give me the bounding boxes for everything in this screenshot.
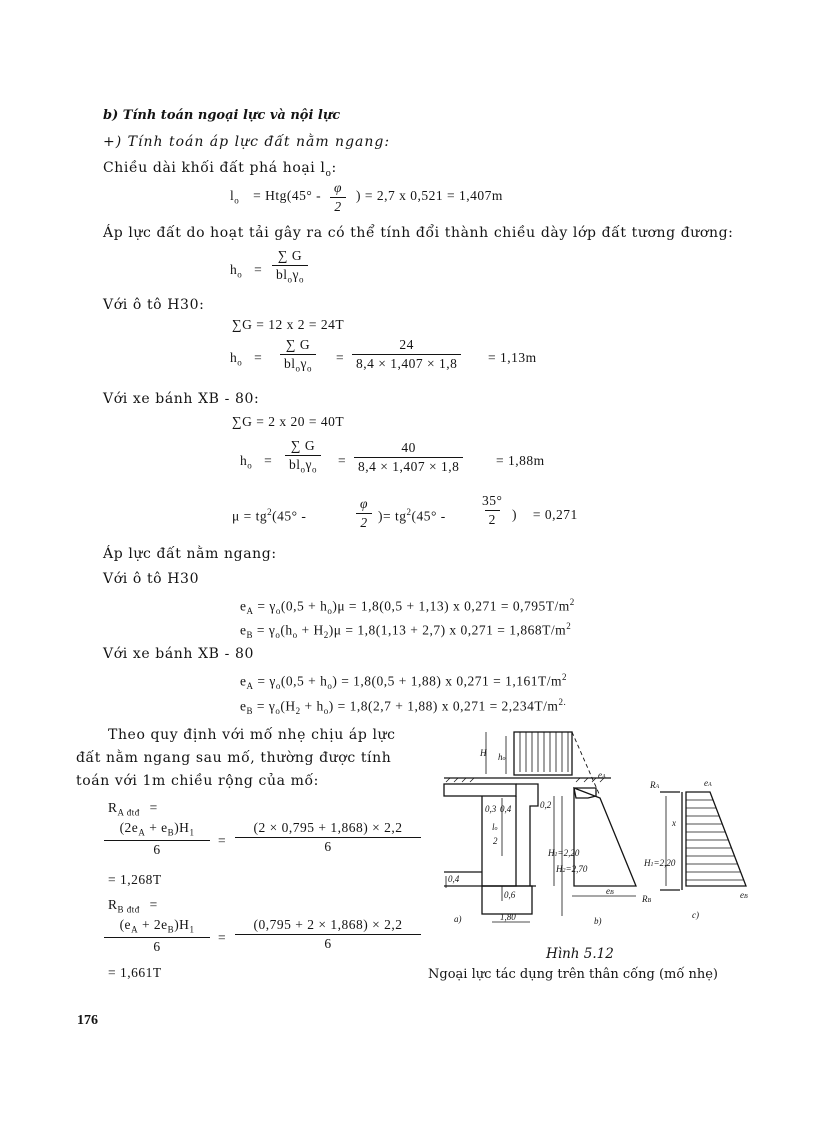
paragraph-line-1: Theo quy định với mố nhẹ chịu áp lực [108,727,396,743]
equation-h30-ho-label: $h_o$ = [230,350,263,368]
figure-caption-text: Ngoại lực tác dụng trên thân cống (mố nhẹ) [428,967,718,982]
equation-xb-ho-label: $h_o$ = [240,453,273,471]
label-dim-02: 0,2 [540,800,552,810]
ra-fraction-numeric: $\frac{(2 \times 0,795 + 1,868) \times 2,2}{6}$ [235,820,421,855]
equation-mu-mid: )= $tg^2(45^\circ$ - [378,507,446,524]
fraction-ho-general: ∑ G $bl_o\gamma_o$ [272,248,308,285]
label-x: x [672,818,676,828]
equation-mu-result: ) = 0,271 [512,507,578,522]
label-sub-c: c) [692,910,699,920]
label-eA-b: eA [598,770,606,780]
label-dim-04b: 0,4 [448,874,460,884]
ra-result: = 1,268T [108,872,162,887]
fraction-xb-sumG: ∑ G $bl_o\gamma_o$ [285,438,321,475]
ra-label: $R_{A đtđ}$ = [108,800,158,818]
pressure-hatch [686,800,743,880]
surcharge-hatch [520,732,568,772]
label-eB-c: eB [740,890,748,900]
equation-mu: $\mu = tg^2(45^\circ$ - [232,507,307,524]
equals-sign: = [218,930,227,945]
text-line-h30-b: Với ô tô H30 [103,571,200,587]
equation-xb-sum: ∑G = 2 x 20 = 40T [232,414,345,429]
paragraph-line-2: đất nằm ngang sau mố, thường được tính [76,750,392,766]
equals-sign: = [218,833,227,848]
equation-lo: $l_o = Htg(45^\circ$ - [230,188,322,206]
label-dim-04a: 0,4 [500,804,512,814]
equation-xb-ho-result: = 1,88m [496,453,545,468]
equation-xb-eB: $e_B = \gamma_o(H_2 + h_o) = 1,8(2,7 + 1,88)$ x $0,271 = 2,234T/m^{2.}$ [240,697,567,717]
label-sub-a: a) [454,914,462,924]
label-sub-b: b) [594,916,602,926]
equation-h30-ho-result: = 1,13m [488,350,537,365]
label-dim-06: 0,6 [504,890,516,900]
equation-h30-sum: ∑G = 12 x 2 = 24T [232,317,345,332]
text-line-h30: Với ô tô H30: [103,297,205,313]
deck-slab [444,784,516,796]
label-H1: H1=2,20 [548,848,580,858]
label-ho: ho [498,752,506,762]
fraction-mu-35: $\frac{35^\circ}{2}$ [482,493,503,527]
equals-sign: = [338,453,347,468]
page-number: 176 [77,1013,98,1028]
rb-fraction-symbolic: $\frac{(e_A + 2e_B)H_1}{6}$ [104,917,210,955]
text-line-equivalent: Áp lực đất do hoạt tải gây ra có thể tính đổi thành chiều dày lớp đất tương đương: [103,225,734,241]
ra-fraction-symbolic: $\frac{(2e_A + e_B)H_1}{6}$ [104,820,210,858]
label-H2: H2=2,70 [556,864,588,874]
label-RA: RA [650,780,660,790]
rb-label: $R_{B đtđ}$ = [108,897,158,915]
label-dim-03: 0,3 [485,804,497,814]
fraction-mu-phi: $\frac{\varphi}{2}$ [356,496,372,531]
section-heading: b) Tính toán ngoại lực và nội lực [103,108,341,123]
paragraph-line-3: toán với 1m chiều rộng của mố: [76,773,319,789]
equation-h30-eB: $e_B = \gamma_o(h_o + H_2)\mu = 1,8(1,13 + 2,7)$ x $0,271 = 1,868T/m^2$ [240,621,572,641]
subsection-heading: +) Tính toán áp lực đất nằm ngang: [103,134,391,150]
label-H: H [480,748,487,758]
text-line-horizontal-pressure: Áp lực đất nằm ngang: [103,546,277,562]
fraction-h30-value: $\frac{24}{8,4 \times 1,407 \times 1,8}$ [352,337,461,372]
rb-result: = 1,661T [108,965,162,980]
fraction-h30-sumG: ∑ G $bl_o\gamma_o$ [280,337,316,374]
failure-wedge-line [572,732,600,796]
figure-caption-title: Hình 5.12 [546,946,614,962]
fraction-xb-value: $\frac{40}{8,4 \times 1,407 \times 1,8}$ [354,440,463,475]
label-dim-180: 1,80 [500,912,516,922]
label-eB-b: eB [606,886,614,896]
rb-fraction-numeric: $\frac{(0,795 + 2 \times 1,868) \times 2,2}{6}$ [235,917,421,952]
label-RB: RB [642,894,652,904]
equation-ho-label: $h_o$ = [230,262,263,280]
equation-lo-result: ) = 2,7 x 0,521 = 1,407m [356,188,503,203]
equals-sign: = [336,350,345,365]
label-H1-c: H1=2,20 [644,858,676,868]
surcharge-block [514,732,572,775]
figure-5-12 [436,726,776,944]
equation-xb-eA: $e_A = \gamma_o(0,5 + h_o) = 1,8(0,5 + 1,88)$ x $0,271 = 1,161T/m^2$ [240,672,568,692]
label-lo: lo [492,822,498,832]
fraction-phi-2: $\frac{\varphi}{2}$ [330,180,346,215]
equation-h30-eA: $e_A = \gamma_o(0,5 + h_o)\mu = 1,8(0,5 + 1,13)$ x $0,271 = 0,795T/m^2$ [240,597,575,617]
text-line-xb80: Với xe bánh XB - 80: [103,391,260,407]
text-line-xb80-b: Với xe bánh XB - 80 [103,646,254,662]
label-eA-c: eA [704,778,712,788]
label-lo-den: 2 [493,836,498,846]
text-line-lo: Chiều dài khối đất phá hoại $l_o$: [103,160,337,179]
